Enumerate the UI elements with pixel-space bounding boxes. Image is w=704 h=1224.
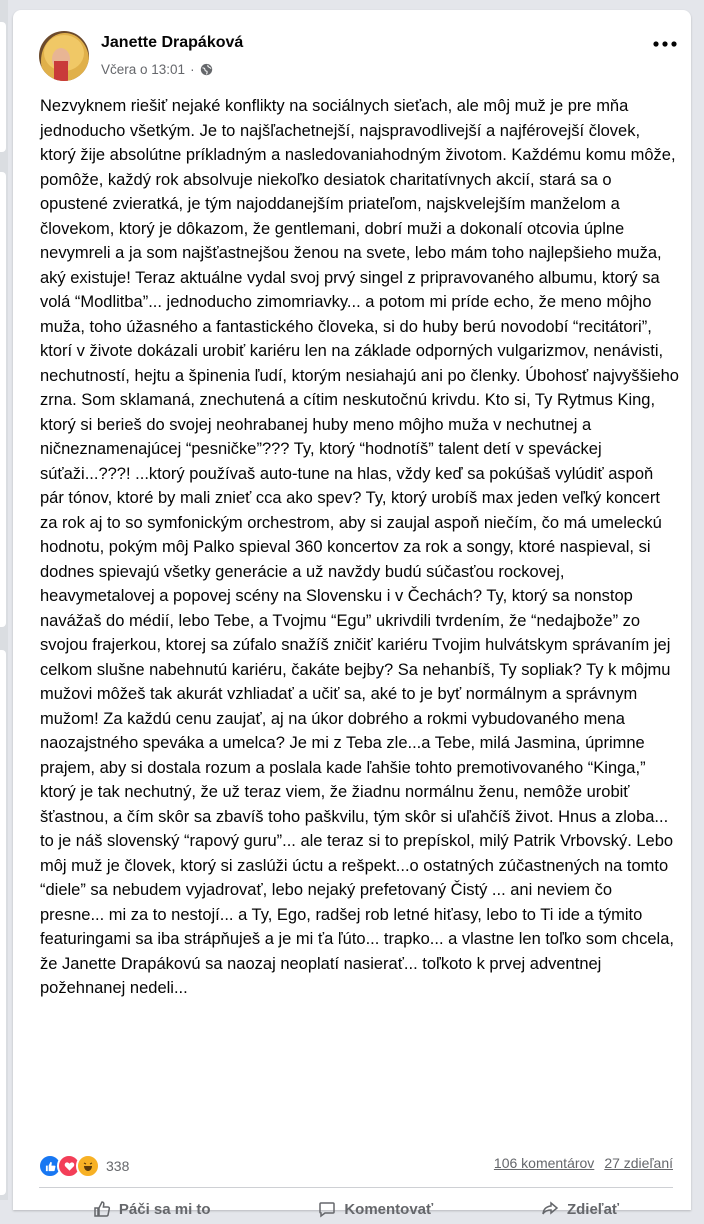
divider (39, 1187, 673, 1188)
comment-icon (318, 1200, 336, 1218)
reactions-summary[interactable] (38, 1154, 129, 1178)
post-card (13, 10, 691, 1218)
globe-icon[interactable] (200, 63, 213, 76)
like-button[interactable] (93, 1194, 211, 1224)
post-actions-bar (39, 1194, 673, 1224)
author-name[interactable]: Janette Drapáková (101, 34, 244, 51)
comment-button-label: Komentovať (344, 1200, 434, 1218)
left-card (0, 22, 6, 152)
share-button-label: Zdieľať (566, 1200, 620, 1218)
engagement-counts (494, 1155, 673, 1171)
post-meta (101, 62, 213, 77)
meta-separator: · (190, 62, 195, 77)
like-icon (93, 1200, 111, 1218)
reaction-count[interactable]: 338 (106, 1158, 130, 1174)
left-card (0, 650, 6, 1195)
more-options-icon[interactable] (651, 34, 679, 54)
like-button-label: Páči sa mi to (118, 1200, 211, 1218)
avatar[interactable] (39, 31, 89, 81)
comment-button[interactable] (318, 1194, 433, 1224)
left-card (0, 172, 6, 627)
comments-count-link[interactable]: 106 komentárov (493, 1155, 595, 1171)
post-body-text: Nezvyknem riešiť nejaké konflikty na sociálnych sieťach, ale môj muž je pre mňa jednoducho všetkým. Je to najšľachetnejší, najspravodlivejší a najférovejší človek, ktorý žije absolútne príkladným a nasledovaniahodným životom. Každému komu môže, pomôže, každý rok absolvuje niekoľko desiatok charitatívnych akcií, stará sa o opustené zvieratká, je tým najoddanejším priateľom, najskvelejším manželom a človekom, ktorý je dôkazom, že gentlemani, dobrí muži a dokonalí otcovia úplne nevymreli a ja som najšťastnejšou ženou na svete, lebo mám toho najlepšieho muža, aký existuje! Teraz aktuálne vydal svoj prvý singel z pripravovaného albumu, ktorý sa volá “Modlitba”... jednoducho zimomriavky... a potom mi príde echo, že meno môjho muža, toho úžasného a fantastického človeka, si do huby berú novodobí “recitátori”, ktorí v živote dokázali urobiť kariéru len na základe odporných vulgarizmov, nenávisti, nechutností, hejtu a špinenia ľudí, ktorým nesiahajú ani po členky. Úbohosť najvyššieho zrna. Som sklamaná, znechutená a cítim neskutočnú krivdu. Kto si, Ty Rytmus King, ktorý si berieš do svojej neohrabanej huby meno môjho muža v nechutnej a ničneznamenajúcej “pesničke”??? Ty, ktorý “hodnotíš” talent detí v speváckej súťaži...???! ...ktorý používaš auto-tune na hlas, vždy keď sa pokúšaš vylúdiť aspoň pár tónov, ktoré by mali znieť cca ako spev? Ty, ktorý urobíš max jeden veľký koncert za rok aj to so symfonickým orchestrom, aby si zaujal aspoň niečím, čo má umeleckú hodnotu, pokým môj Palko spieval 360 koncertov za rok a songy, ktoré naspieval, si dodnes spievajú všetky generácie a už navždy budú súčasťou rockovej, heavymetalovej a popovej scény na Slovensku i v Čechách? Ty, ktorý sa nonstop navážaš do médií, lebo Tebe, a Tvojmu “Egu” ukrivdili tvrdením, že “nedajbože” zo svojou frajerkou, ktorej sa zúfalo snažíš zničiť kariéru Tvojim hulvátskym správaním jej celkom slušne nabehnutú kariéru, čakáte bejby? Sa nehanbíš, Ty sopliak? Ty k môjmu mužovi môžeš tak akurát vzhliadať a učiť sa, aké to je byť normálnym a správnym mužom! Za každú cenu zaujať, aj na úkor dobrého a rokmi vybudovaného mena naozajstného speváka a umelca? Je mi z Teba zle...a Tebe, milá Jasmina, úprimne prajem, aby si dostala rozum a poslala kade ľahšie tohto premotivovaného “Kinga,” ktorý je tak nechutný, že už teraz viem, že žiadnu normálnu ženu, nemôže urobiť šťastnou, a čím skôr sa zbavíš toho paškvilu, tým skôr si uľahčíš život. Hnus a zloba... to je náš slovenský “rapový guru”... ale teraz si to prepískol, milý Patrik Vrbovský. Lebo môj muž je človek, ktorý si zaslúži úctu a rešpekt...o ostatných zúčastnených na tomto “diele” sa nebudem vyjadrovať, lebo nejaký prefetovaný Čistý ... ani neviem čo presne... mi za to nestojí... a Ty, Ego, radšej rob letné hiťasy, lebo to Ti ide a týmito featuringami sa iba strápňuješ a je mi ťa ľúto... trapko... a vlastne len toľko som chcela, že Janette Drapákovú sa naozaj neoplatí nasierať... toľkoto k prvej adventnej požehnanej nedeli... (40, 97, 679, 997)
haha-reaction-icon (76, 1154, 100, 1178)
share-button[interactable] (541, 1194, 619, 1224)
share-icon (541, 1200, 559, 1218)
post-timestamp[interactable]: Včera o 13:01 (101, 62, 186, 77)
shares-count-link[interactable]: 27 zdieľaní (604, 1155, 673, 1171)
